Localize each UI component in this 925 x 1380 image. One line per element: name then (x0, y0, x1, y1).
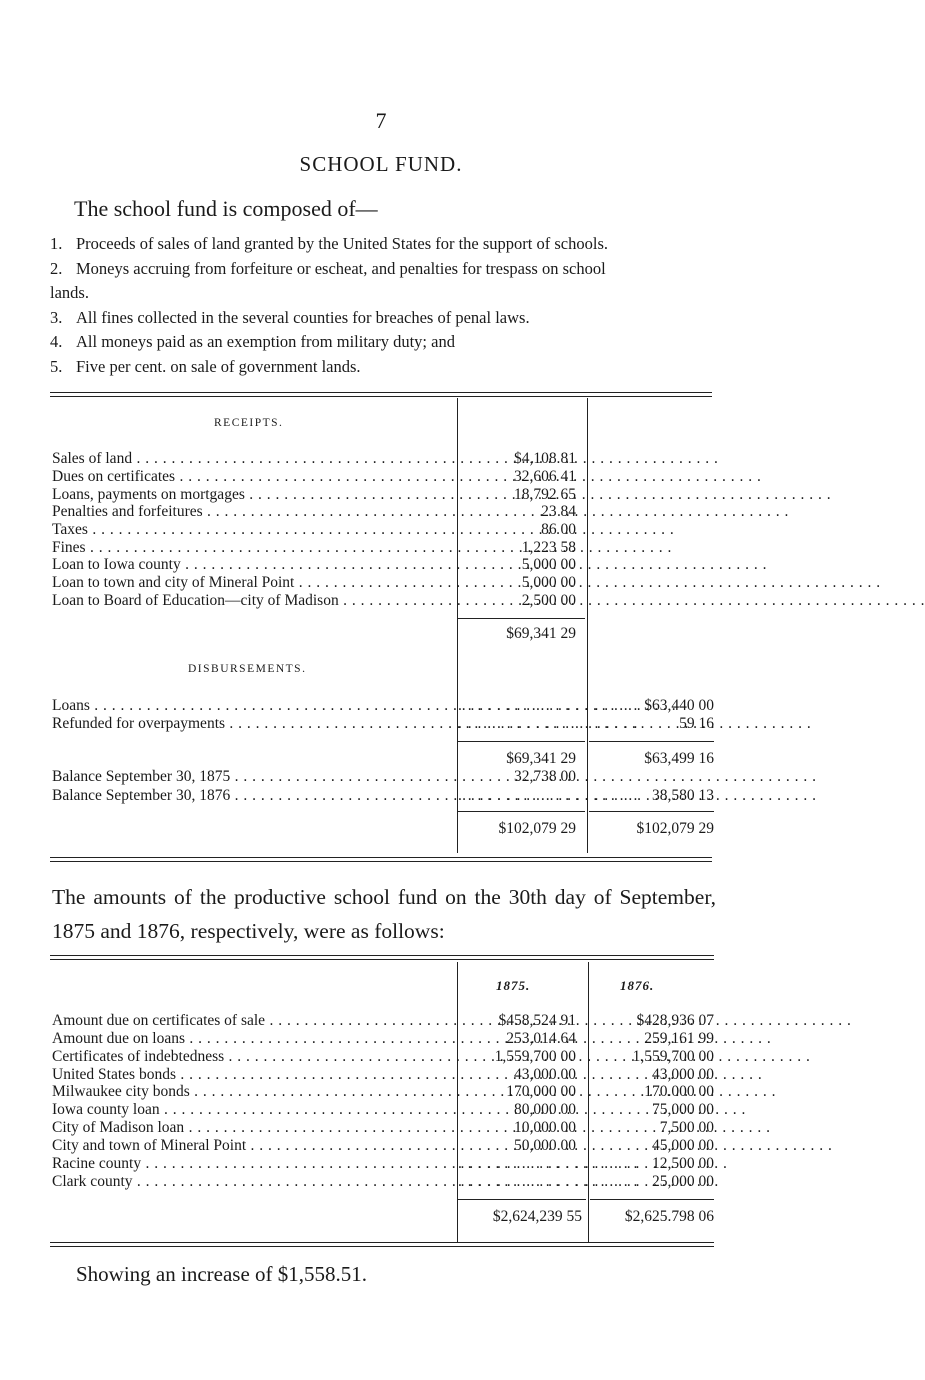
table-top-rule (50, 955, 714, 960)
source-item-continuation: lands. (50, 283, 89, 302)
dot-leader: . . . . . . . . . . . . . . . . . . . (458, 1155, 639, 1172)
dot-leader: . . . . . . . . . . . . . . . . . . . (458, 715, 639, 732)
productive-fund-intro: The amounts of the productive school fund on the 30th day of September, 1875 and 1876, respectively, were as follows: (52, 885, 716, 943)
subtotal-rule (458, 618, 585, 619)
table-top-rule (50, 392, 712, 397)
footer-note: Showing an increase of $1,558.51. (76, 1262, 368, 1286)
disbursements-heading: DISBURSEMENTS. (188, 663, 307, 675)
source-item: 5. Five per cent. on sale of government lands. (50, 356, 361, 376)
receipts-heading: RECEIPTS. (214, 417, 284, 429)
table-bottom-rule (50, 1242, 714, 1247)
total-rule (458, 1199, 586, 1200)
total-rule (589, 811, 714, 812)
dot-leader: . . . . . . . . . . . . . . . . . . . (458, 787, 639, 804)
sources-list (50, 232, 730, 379)
source-item: 2. Moneys accruing from forfeiture or escheat, and penalties for trespass on school (50, 258, 606, 278)
total-rule (590, 1199, 714, 1200)
total-rule (458, 811, 585, 812)
intro-text: The school fund is composed of— (74, 196, 378, 221)
page-number: 7 (375, 108, 387, 133)
table-bottom-rule (50, 857, 712, 862)
subtotal-rule (589, 741, 714, 742)
dot-leader: . . . . . . . . . . . . . . . . . . . (458, 1173, 639, 1190)
source-item: 4. All moneys paid as an exemption from military duty; and (50, 332, 455, 351)
column-header-1875: 1875. (496, 978, 531, 993)
source-item: 3. All fines collected in the several counties for breaches of penal laws. (50, 307, 530, 327)
subtotal-rule (458, 741, 585, 742)
section-title: SCHOOL FUND. (299, 152, 463, 176)
source-item: 1. Proceeds of sales of land granted by the United States for the support of schools. (50, 234, 609, 253)
column-header-1876: 1876. (620, 978, 655, 993)
dot-leader: . . . . . . . . . . . . . . . . . . . (458, 697, 639, 714)
